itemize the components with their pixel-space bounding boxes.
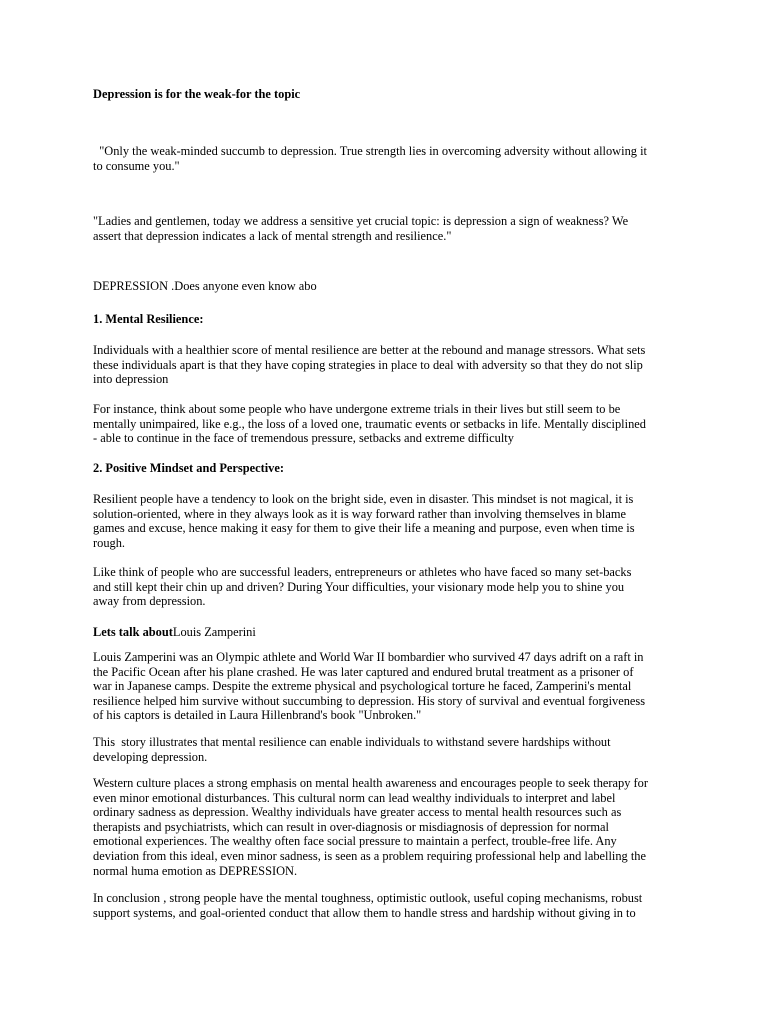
text-line: For instance, think about some people who have undergone extreme trials in their lives but still seem to be [93, 402, 621, 416]
text-line: Louis Zamperini was an Olympic athlete and World War II bombardier who survived 47 days adrift on a raft in [93, 650, 644, 664]
text-line: games and excuse, hence making it easy for them to give their life a meaning and purpose, even when time is [93, 521, 635, 536]
text-line: of his captors is detailed in Laura Hillenbrand's book "Unbroken." [93, 708, 422, 723]
opening-quote [93, 144, 683, 173]
text-line: deviation from this ideal, even minor sadness, is seen as a problem requiring professional help and labelling the [93, 848, 646, 863]
text-line: rough. [93, 535, 126, 550]
text-line: developing depression. [93, 749, 208, 764]
paragraph-successful-leaders [93, 565, 683, 609]
text-line: into depression [93, 372, 169, 387]
text-line: war in Japanese camps. Despite the extreme physical and psychological torture he faced, Zamperini's mental [93, 679, 632, 694]
title-text: Depression is for the weak-for the topic [93, 87, 301, 101]
text-line: support systems, and goal-oriented conduct that allow them to handle stress and hardship without giving in to [93, 905, 636, 920]
paragraph-resilient-people [93, 492, 683, 550]
document-title [93, 87, 683, 102]
paragraph-story [93, 735, 683, 764]
paragraph-western-culture [93, 776, 683, 878]
text-line: solution-oriented, where in they always look as it is way forward rather than involving themselves in blame [93, 506, 627, 521]
text-line: In conclusion , strong people have the mental toughness, optimistic outlook, useful coping mechanisms, robust [93, 891, 643, 905]
text-line: "Ladies and gentlemen, today we address a sensitive yet crucial topic: is depression a sign of weakness? We [93, 214, 629, 228]
text-line [93, 625, 683, 640]
text-line: - able to continue in the face of tremendous pressure, setbacks and extreme difficulty [93, 431, 514, 446]
text-line: to consume you." [93, 158, 180, 173]
text-line: assert that depression indicates a lack of mental strength and resilience." [93, 228, 452, 243]
text-line: Western culture places a strong emphasis on mental health awareness and encourages people to seek therapy for [93, 776, 648, 790]
text-line: these individuals apart is that they have coping strategies in place to deal with adversity so that they do not slip [93, 357, 643, 372]
text-line: and still kept their chin up and driven? During Your difficulties, your visionary mode help you to shine you [93, 579, 625, 594]
paragraph-zamperini [93, 650, 683, 723]
text-line: "Only the weak-minded succumb to depression. True strength lies in overcoming adversity without allowing it [93, 144, 647, 158]
text-line: Like think of people who are successful leaders, entrepreneurs or athletes who have faced so many set-backs [93, 565, 632, 579]
text-line: mentally unimpaired, like e.g., the loss of a loved one, traumatic events or setbacks in life. Mentally disciplined [93, 416, 646, 431]
text-line: This story illustrates that mental resilience can enable individuals to withstand severe hardships without [93, 735, 611, 749]
text-line: DEPRESSION .Does anyone even know abo [93, 279, 317, 293]
text-line: normal huma emotion as DEPRESSION. [93, 863, 298, 878]
text-line: therapists and psychiatrists, which can result in over-diagnosis or misdiagnosis of depression for normal [93, 819, 609, 834]
lets-talk-lead: Lets talk about [93, 625, 173, 639]
intro-paragraph [93, 214, 683, 243]
paragraph-conclusion [93, 891, 683, 920]
heading-text: 2. Positive Mindset and Perspective: [93, 461, 284, 475]
text-line: ordinary sadness as depression. Wealthy individuals have greater access to mental health resources such as [93, 805, 622, 820]
text-line: resilience helped him survive without succumbing to depression. His story of survival and eventual forgiveness [93, 693, 646, 708]
lets-talk-name: Louis Zamperini [172, 625, 256, 639]
depression-line [93, 279, 683, 294]
lets-talk-line [93, 625, 683, 640]
text-line: even minor emotional disturbances. This cultural norm can lead wealthy individuals to interpret and label [93, 790, 616, 805]
text-line: emotional experiences. The wealthy often face social pressure to maintain a perfect, trouble-free life. Any [93, 834, 617, 849]
text-line: Resilient people have a tendency to look on the bright side, even in disaster. This mindset is not magical, it is [93, 492, 634, 506]
paragraph-for-instance [93, 402, 683, 446]
text-line: away from depression. [93, 594, 206, 609]
section-heading-mental-resilience [93, 312, 683, 327]
heading-text: 1. Mental Resilience: [93, 312, 204, 326]
paragraph-resilience [93, 343, 683, 387]
text-line: Individuals with a healthier score of mental resilience are better at the rebound and manage stressors. What sets [93, 343, 646, 357]
text-line: the Pacific Ocean after his plane crashed. He was later captured and endured brutal treatment as a prisoner of [93, 664, 634, 679]
section-heading-positive-mindset [93, 461, 683, 476]
